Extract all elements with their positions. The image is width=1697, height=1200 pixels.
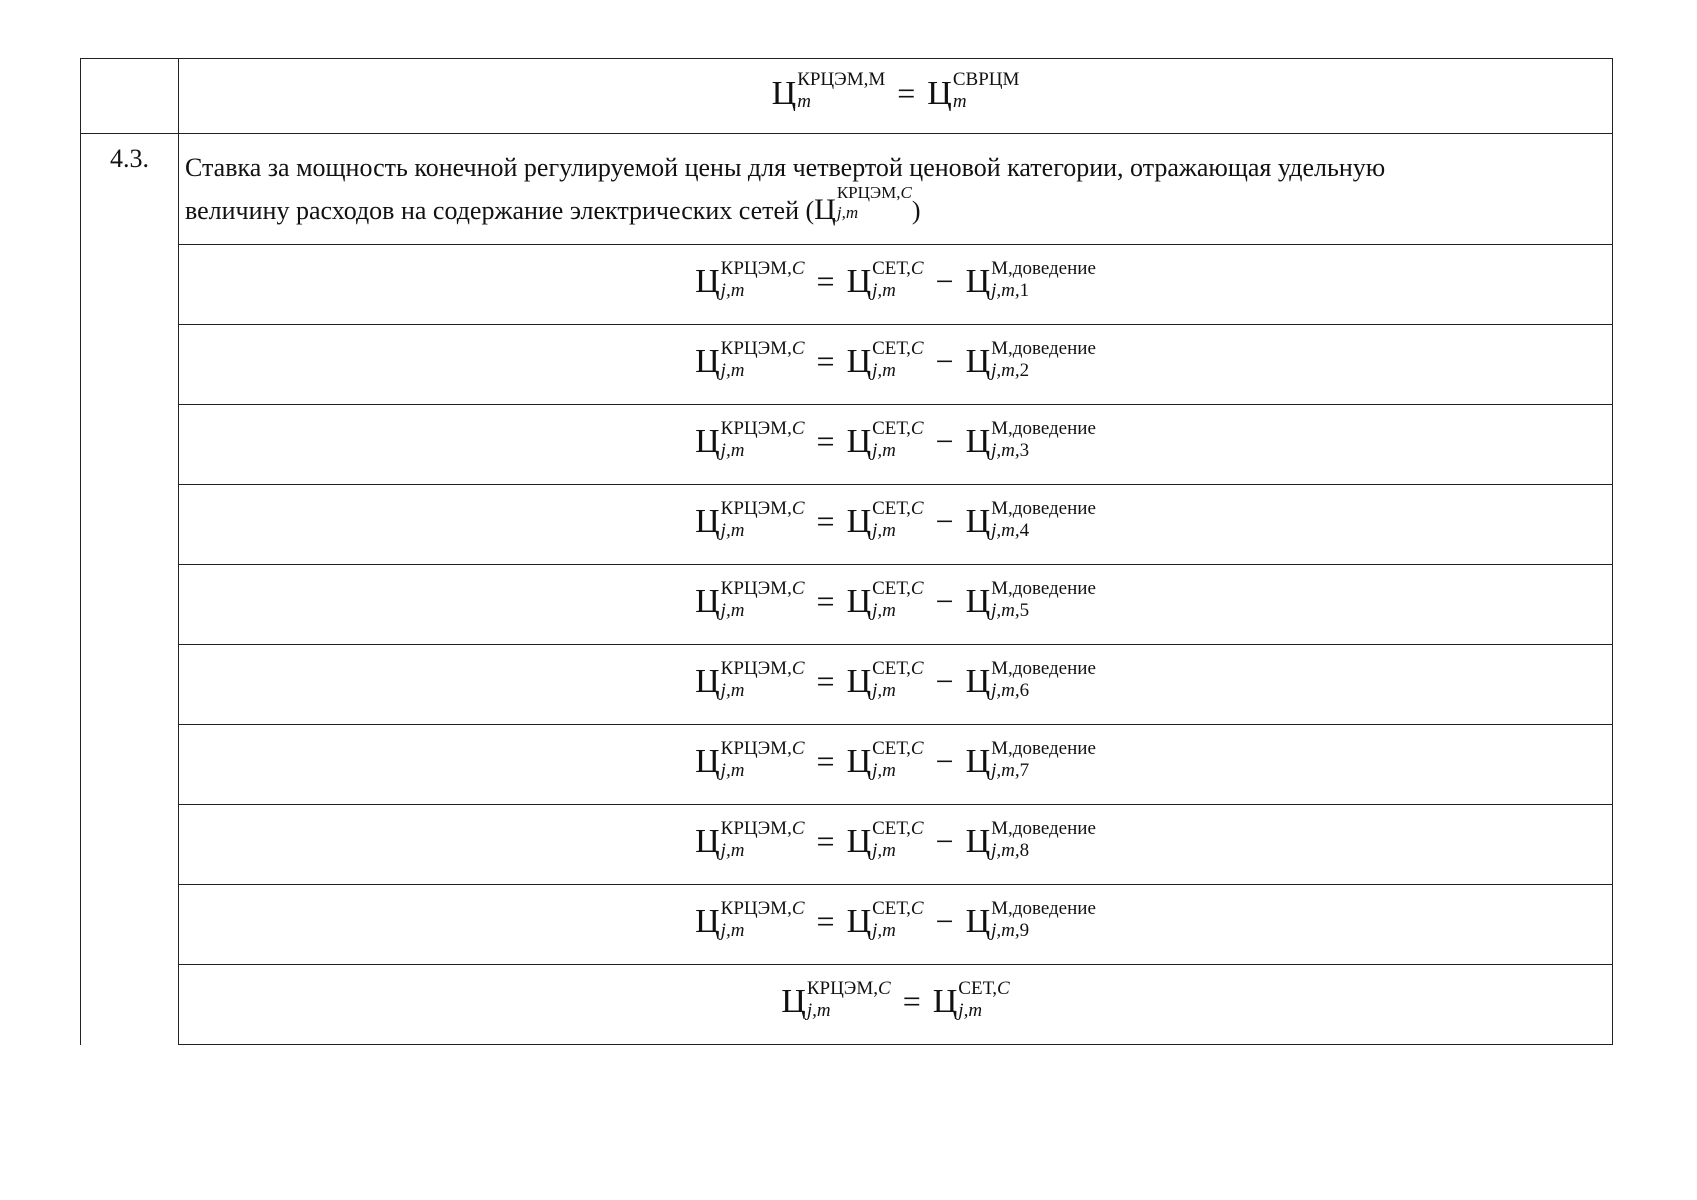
superscript-text: М,доведение — [991, 417, 1096, 439]
table-row — [81, 405, 1613, 485]
section-text-line1: Ставка за мощность конечной регулируемой цены для четвертой ценовой категории, отражающая удельную — [185, 152, 1386, 182]
subscript — [872, 841, 923, 860]
formula-cell — [179, 405, 1613, 485]
superscript-italic: C — [910, 737, 924, 759]
symbol: Ц — [846, 423, 872, 461]
section-text-cell — [179, 134, 1613, 245]
section-number-cell — [81, 134, 179, 1045]
superscript: СВРЦМ — [952, 69, 1020, 91]
symbol: Ц — [965, 823, 991, 861]
minus-sign: − — [935, 583, 954, 620]
superscript-text: М,доведение — [991, 337, 1096, 359]
subscript — [872, 281, 923, 300]
formula-4 — [695, 497, 1096, 545]
subscript — [721, 281, 805, 300]
minus-sign: − — [935, 743, 954, 780]
formula-5 — [695, 577, 1096, 625]
document-table — [80, 58, 1612, 1045]
symbol: Ц — [695, 663, 720, 701]
superscript-text: КРЦЭМ, — [720, 657, 792, 679]
superscript-italic: C — [910, 657, 924, 679]
table-row — [81, 485, 1613, 565]
formula-1 — [695, 257, 1096, 305]
minus-sign: − — [935, 663, 954, 700]
superscript-text: СЕТ, — [872, 897, 911, 919]
superscript — [872, 259, 923, 278]
superscript-text: КРЦЭМ, — [720, 897, 792, 919]
subscript-text: j,m, — [991, 519, 1020, 541]
subscript — [872, 601, 923, 620]
equals-sign: = — [816, 903, 835, 940]
subscript — [872, 761, 923, 780]
subscript-index: 9 — [1019, 919, 1030, 941]
subscript-text: j,m, — [991, 839, 1020, 861]
superscript-text: КРЦЭМ, — [836, 183, 901, 203]
symbol: Ц — [965, 263, 991, 301]
subscript — [991, 521, 1096, 540]
symbol: Ц — [846, 743, 872, 781]
superscript — [721, 419, 805, 438]
superscript — [872, 899, 923, 918]
symbol: Ц — [965, 583, 991, 621]
subscript — [872, 681, 923, 700]
superscript-text: КРЦЭМ, — [806, 977, 878, 999]
subscript — [991, 921, 1096, 940]
minus-sign: − — [935, 903, 954, 940]
superscript — [721, 499, 805, 518]
subscript-text: j,m — [872, 759, 896, 781]
superscript — [872, 579, 923, 598]
superscript-text: КРЦЭМ, — [720, 337, 792, 359]
subscript: j,m — [836, 203, 859, 223]
superscript — [721, 339, 805, 358]
subscript — [721, 521, 805, 540]
superscript — [991, 419, 1096, 438]
table-row — [81, 325, 1613, 405]
superscript-italic: C — [900, 183, 912, 203]
superscript-italic: C — [791, 817, 805, 839]
symbol: Ц — [846, 583, 872, 621]
symbol: Ц — [846, 263, 872, 301]
symbol: Ц — [846, 343, 872, 381]
superscript — [872, 739, 923, 758]
formula-2 — [695, 337, 1096, 385]
superscript — [721, 739, 805, 758]
superscript-text: КРЦЭМ, — [720, 497, 792, 519]
subscript — [991, 761, 1096, 780]
superscript-text: М,доведение — [991, 817, 1096, 839]
symbol: Ц — [932, 983, 958, 1021]
superscript-italic: C — [910, 337, 924, 359]
subscript — [721, 441, 805, 460]
formula-cell — [179, 245, 1613, 325]
symbol: Ц — [965, 503, 991, 541]
subscript — [721, 361, 805, 380]
symbol: Ц — [695, 743, 720, 781]
superscript-italic: C — [910, 417, 924, 439]
superscript-text: СЕТ, — [872, 817, 911, 839]
subscript-text: j,m — [872, 359, 896, 381]
symbol: Ц — [781, 983, 806, 1021]
subscript — [958, 1001, 1009, 1020]
subscript-text: j,m — [806, 999, 831, 1021]
subscript — [991, 601, 1096, 620]
subscript — [872, 361, 923, 380]
subscript-text: j,m — [720, 919, 745, 941]
subscript-text: j,m, — [991, 359, 1020, 381]
superscript-text: СЕТ, — [872, 337, 911, 359]
subscript-index: 2 — [1019, 359, 1030, 381]
subscript-text: j,m — [720, 839, 745, 861]
superscript — [872, 419, 923, 438]
superscript-italic: C — [791, 737, 805, 759]
subscript-text: j,m, — [991, 759, 1020, 781]
subscript-text: j,m — [720, 759, 745, 781]
symbol: Ц — [695, 263, 720, 301]
formula-cell — [179, 805, 1613, 885]
superscript — [958, 979, 1009, 998]
superscript-text: СЕТ, — [872, 737, 911, 759]
superscript-text: КРЦЭМ, — [720, 417, 792, 439]
superscript-italic: C — [910, 577, 924, 599]
subscript-text: j,m, — [991, 599, 1020, 621]
superscript — [991, 579, 1096, 598]
equals-sign: = — [816, 423, 835, 460]
subscript: m — [952, 91, 967, 113]
table-row — [81, 134, 1613, 245]
superscript — [872, 339, 923, 358]
superscript — [872, 819, 923, 838]
superscript-text: КРЦЭМ, — [720, 257, 792, 279]
superscript — [872, 659, 923, 678]
tariff-table — [80, 58, 1613, 1045]
symbol: Ц — [846, 503, 872, 541]
equals-sign: = — [816, 343, 835, 380]
superscript — [991, 499, 1096, 518]
subscript — [721, 761, 805, 780]
superscript — [991, 899, 1096, 918]
subscript — [872, 521, 923, 540]
subscript-text: j,m — [720, 359, 745, 381]
subscript-index: 7 — [1019, 759, 1030, 781]
superscript-text: СЕТ, — [872, 417, 911, 439]
table-row — [81, 965, 1613, 1045]
minus-sign: − — [935, 343, 954, 380]
subscript — [721, 921, 805, 940]
superscript-italic: C — [910, 897, 924, 919]
formula-cell — [179, 645, 1613, 725]
superscript-text: КРЦЭМ, — [720, 577, 792, 599]
subscript-text: j,m, — [991, 439, 1020, 461]
superscript-italic: C — [910, 257, 924, 279]
subscript-text: j,m, — [991, 679, 1020, 701]
symbol: Ц — [771, 74, 797, 112]
formula-top — [771, 69, 1020, 117]
superscript — [991, 819, 1096, 838]
subscript-text: j,m — [720, 599, 745, 621]
superscript-italic: C — [791, 897, 805, 919]
superscript — [721, 659, 805, 678]
equals-sign: = — [816, 503, 835, 540]
superscript-text: СЕТ, — [872, 497, 911, 519]
formula-cell — [179, 565, 1613, 645]
subscript-text: j,m, — [991, 919, 1020, 941]
table-row — [81, 885, 1613, 965]
section-number: 4.3. — [110, 144, 149, 173]
superscript-text: СЕТ, — [872, 257, 911, 279]
subscript-text: j,m — [720, 439, 745, 461]
subscript — [721, 841, 805, 860]
superscript — [872, 499, 923, 518]
subscript — [991, 281, 1096, 300]
formula-cell — [179, 725, 1613, 805]
symbol: Ц — [846, 663, 872, 701]
equals-sign: = — [816, 583, 835, 620]
subscript — [721, 681, 805, 700]
superscript-italic: C — [910, 497, 924, 519]
subscript — [991, 841, 1096, 860]
superscript — [721, 579, 805, 598]
symbol: Ц — [965, 343, 991, 381]
symbol: Ц — [695, 823, 720, 861]
equals-sign: = — [816, 663, 835, 700]
symbol: Ц — [965, 423, 991, 461]
equals-sign: = — [816, 743, 835, 780]
symbol: Ц — [695, 503, 720, 541]
symbol: Ц — [695, 583, 720, 621]
superscript — [991, 659, 1096, 678]
symbol: Ц — [965, 903, 991, 941]
subscript-index: 5 — [1019, 599, 1030, 621]
superscript-italic: C — [878, 977, 891, 999]
symbol: Ц — [814, 192, 836, 226]
symbol: Ц — [695, 423, 720, 461]
equals-sign: = — [902, 983, 921, 1020]
subscript — [807, 1001, 891, 1020]
superscript-text: М,доведение — [991, 737, 1096, 759]
symbol: Ц — [965, 663, 991, 701]
table-row — [81, 565, 1613, 645]
formula-9 — [695, 897, 1096, 945]
symbol: Ц — [695, 343, 720, 381]
superscript — [721, 259, 805, 278]
superscript-text: М,доведение — [991, 257, 1096, 279]
formula-6 — [695, 657, 1096, 705]
subscript-text: j,m, — [991, 279, 1020, 301]
superscript-italic: C — [910, 817, 924, 839]
minus-sign: − — [935, 263, 954, 300]
superscript-text: КРЦЭМ, — [720, 737, 792, 759]
subscript-index: 8 — [1019, 839, 1030, 861]
subscript-index: 1 — [1019, 279, 1030, 301]
superscript-text: М,доведение — [991, 897, 1096, 919]
superscript-italic: C — [791, 497, 805, 519]
subscript-text: j,m — [720, 679, 745, 701]
subscript — [991, 441, 1096, 460]
subscript-text: j,m — [872, 839, 896, 861]
superscript-text: СЕТ, — [872, 577, 911, 599]
subscript-index: 4 — [1019, 519, 1030, 541]
subscript-index: 3 — [1019, 439, 1030, 461]
superscript — [837, 184, 912, 201]
minus-sign: − — [935, 823, 954, 860]
superscript — [991, 339, 1096, 358]
subscript: m — [797, 91, 811, 113]
formula-cell — [179, 885, 1613, 965]
subscript-index: 6 — [1019, 679, 1030, 701]
table-row — [81, 805, 1613, 885]
table-row — [81, 59, 1613, 134]
section-text-line2 — [185, 183, 1604, 232]
formula-7 — [695, 737, 1096, 785]
superscript-italic: C — [791, 417, 805, 439]
superscript-italic: C — [791, 577, 805, 599]
superscript-italic: C — [997, 977, 1010, 999]
subscript-text: j,m — [872, 919, 896, 941]
superscript — [991, 259, 1096, 278]
symbol: Ц — [846, 823, 872, 861]
number-cell-empty — [81, 59, 179, 134]
table-row — [81, 645, 1613, 725]
subscript-text: j,m — [958, 999, 983, 1021]
subscript-text: j,m — [720, 519, 745, 541]
superscript-italic: C — [791, 337, 805, 359]
superscript — [991, 739, 1096, 758]
superscript-text: М,доведение — [991, 577, 1096, 599]
subscript-text: j,m — [872, 679, 896, 701]
subscript-text: j,m — [872, 279, 896, 301]
symbol: Ц — [695, 903, 720, 941]
formula-cell — [179, 965, 1613, 1045]
formula-cell — [179, 325, 1613, 405]
equals-sign: = — [897, 74, 916, 111]
subscript-text: j,m — [872, 599, 896, 621]
symbol: Ц — [965, 743, 991, 781]
formula-8 — [695, 817, 1096, 865]
superscript — [721, 899, 805, 918]
inline-formula: (Ц КРЦЭМ,C j,m ) — [805, 183, 921, 226]
formula-3 — [695, 417, 1096, 465]
subscript — [991, 681, 1096, 700]
subscript-text: j,m — [872, 439, 896, 461]
formula-last — [781, 977, 1010, 1025]
subscript — [872, 441, 923, 460]
superscript-text: КРЦЭМ, — [720, 817, 792, 839]
symbol: Ц — [846, 903, 872, 941]
subscript — [991, 361, 1096, 380]
formula-cell — [179, 59, 1613, 134]
superscript-text: СЕТ, — [958, 977, 998, 999]
superscript-text: М,доведение — [991, 497, 1096, 519]
table-row — [81, 245, 1613, 325]
superscript-text: М,доведение — [991, 657, 1096, 679]
subscript — [872, 921, 923, 940]
minus-sign: − — [935, 423, 954, 460]
superscript — [807, 979, 891, 998]
equals-sign: = — [816, 823, 835, 860]
superscript-italic: C — [791, 257, 805, 279]
minus-sign: − — [935, 503, 954, 540]
subscript-text: j,m — [872, 519, 896, 541]
superscript-italic: C — [791, 657, 805, 679]
subscript-text: j,m — [720, 279, 745, 301]
superscript — [721, 819, 805, 838]
superscript: КРЦЭМ,М — [797, 69, 886, 91]
formula-cell — [179, 485, 1613, 565]
superscript-text: СЕТ, — [872, 657, 911, 679]
equals-sign: = — [816, 263, 835, 300]
table-row — [81, 725, 1613, 805]
section-text-line2-text: величину расходов на содержание электрических сетей — [185, 195, 799, 225]
symbol: Ц — [927, 74, 952, 112]
subscript — [721, 601, 805, 620]
